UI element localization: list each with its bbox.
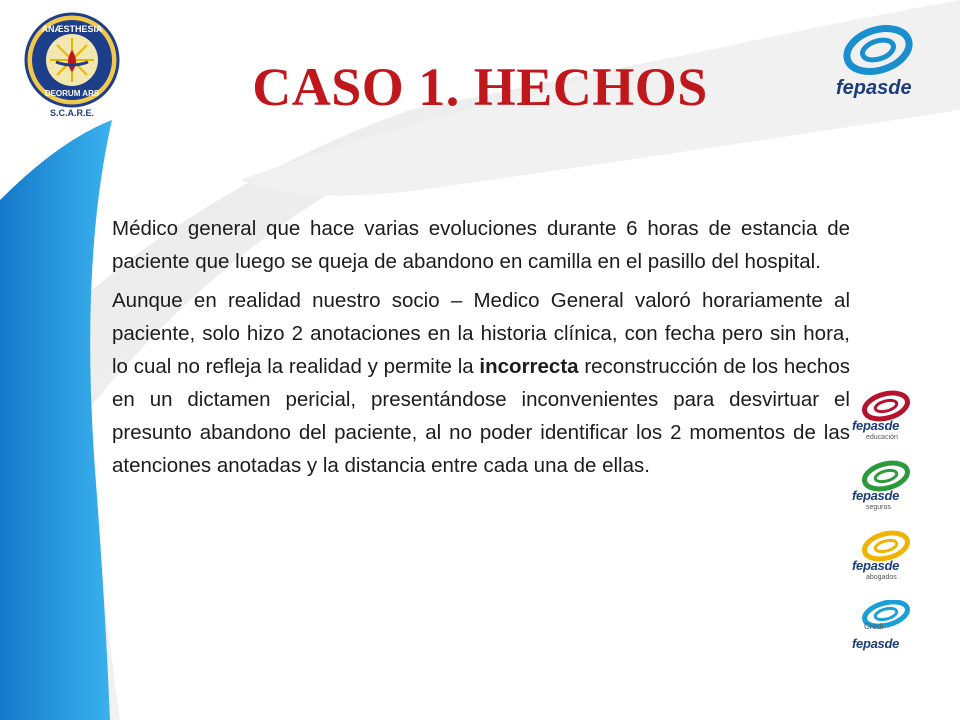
fepasde-educacion-logo (850, 390, 912, 452)
paragraph-2-end: reconstrucción de los hechos en un dictamen pericial, presentándose inconvenientes para desvirtuar el presunto abandono del paciente, al no poder identificar los 2 momentos de las atenciones anotadas y la distancia entre cada una de ellas. (112, 355, 850, 477)
seguros-sub: seguros (866, 504, 891, 511)
scare-bottom-text: DEORUM ARS (44, 89, 100, 98)
abogados-brand: fepasde (852, 558, 900, 573)
scare-logo (22, 10, 126, 120)
fepasde-seguros-logo (850, 460, 912, 522)
scare-top-text: ANÆSTHESIA (41, 24, 103, 34)
fepasde-main-logo (832, 24, 914, 104)
fepasde-credi-logo (850, 600, 912, 662)
paragraph-1: Médico general que hace varias evoluciones durante 6 horas de estancia de paciente que luego se queja de abandono en camilla en el pasillo del hospital. (112, 217, 850, 273)
slide-body (112, 212, 850, 488)
credi-prefix: Credi (864, 622, 884, 631)
credi-brand: fepasde (852, 636, 900, 651)
seguros-brand: fepasde (852, 488, 900, 503)
educacion-brand: fepasde (852, 418, 900, 433)
fepasde-abogados-logo (850, 530, 912, 592)
paragraph-2 (112, 284, 850, 482)
educacion-sub: educación (866, 434, 898, 441)
slide-title: CASO 1. HECHOS (252, 57, 708, 117)
abogados-sub: abogados (866, 574, 897, 581)
fepasde-main-name: fepasde (836, 77, 912, 99)
paragraph-2-start: Aunque en realidad nuestro socio – Medico General valoró horariamente al paciente, solo hizo 2 anotaciones en la historia clínica, con fecha pero sin hora, lo cual no refleja la realidad y permite la (112, 289, 850, 378)
emphasis-incorrecta: incorrecta (479, 355, 579, 378)
scare-caption: S.C.A.R.E. (49, 108, 95, 118)
